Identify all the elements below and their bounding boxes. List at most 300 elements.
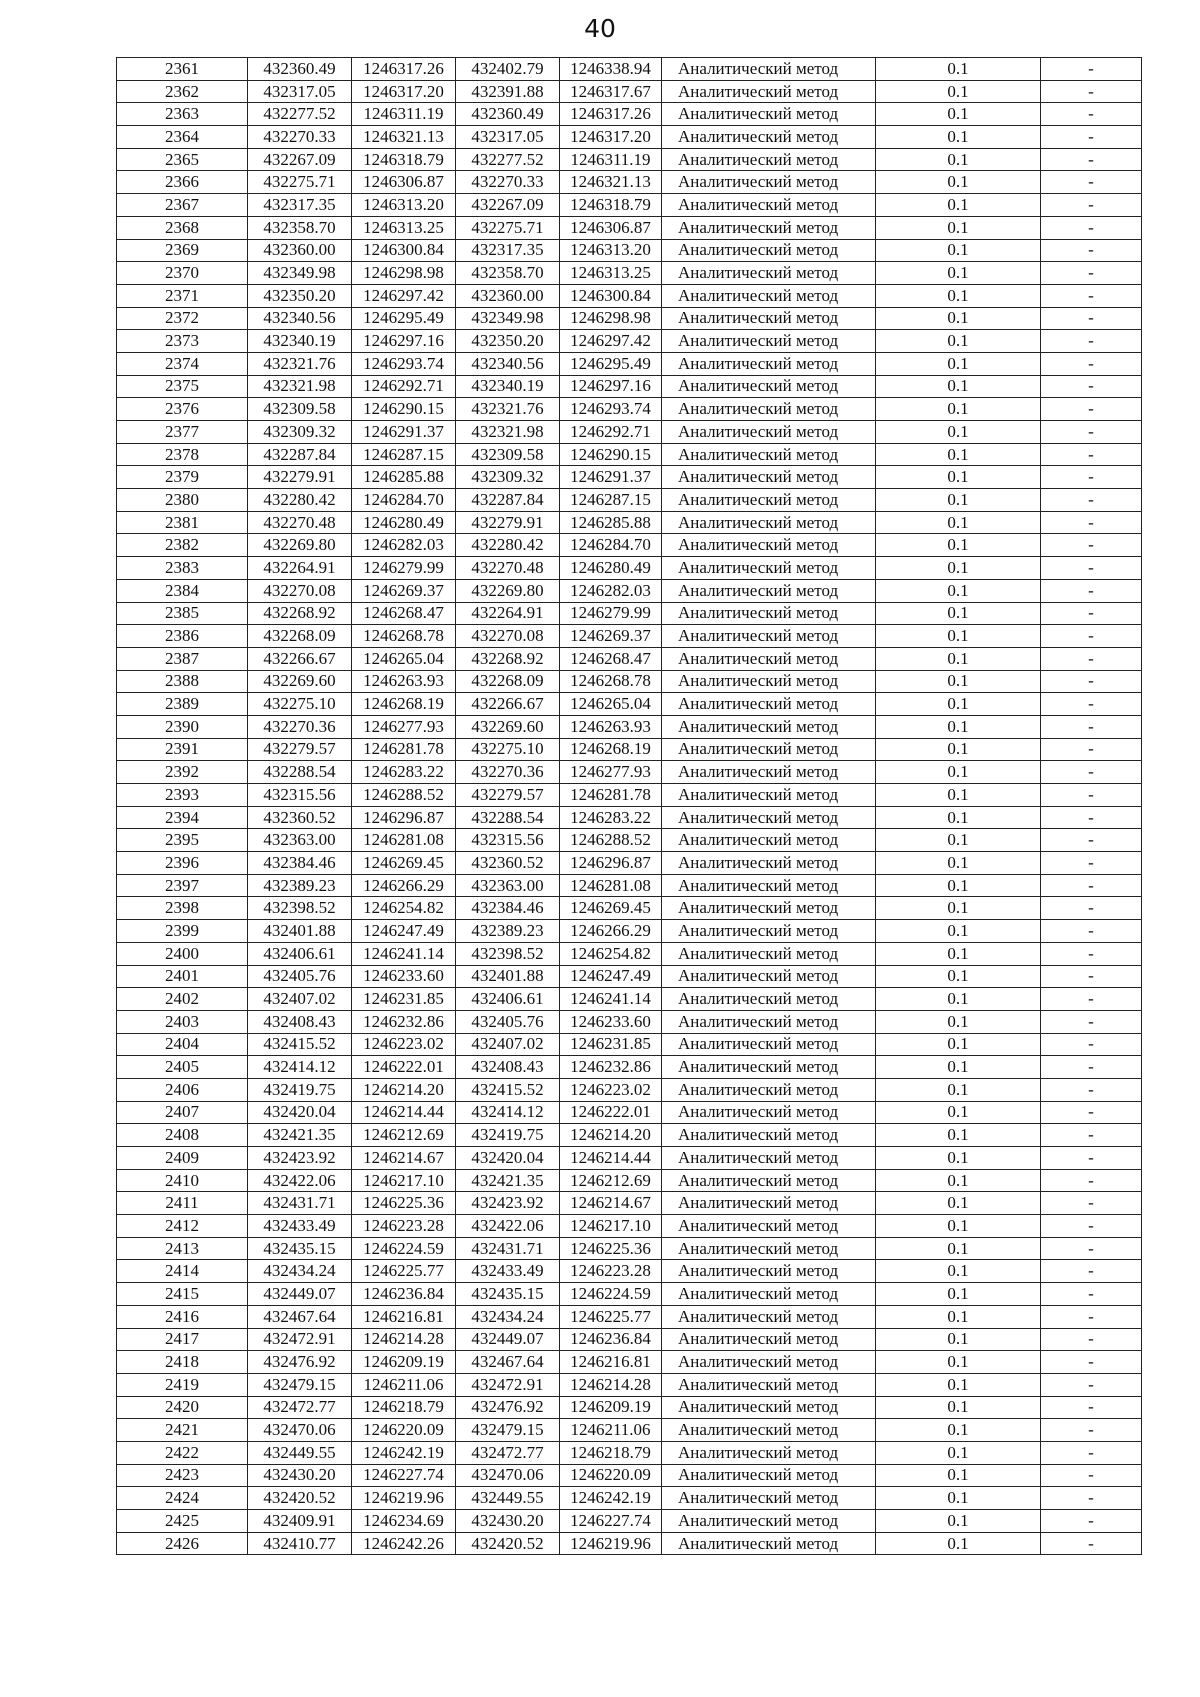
method-cell: Аналитический метод [662, 761, 876, 784]
table-row [117, 920, 1142, 943]
x-coordinate-cell: 432275.71 [248, 171, 352, 194]
x-coordinate-cell: 432472.91 [248, 1328, 352, 1351]
y-coordinate-cell: 1246236.84 [352, 1283, 456, 1306]
y-coordinate-cell: 1246298.98 [352, 262, 456, 285]
point-number-cell: 2394 [117, 806, 248, 829]
y-coordinate-cell: 1246268.19 [352, 693, 456, 716]
x-coordinate-cell: 432268.09 [248, 625, 352, 648]
x-coordinate-cell: 432431.71 [248, 1192, 352, 1215]
note-cell: - [1041, 1147, 1142, 1170]
prev-y-coordinate-cell: 1246214.28 [560, 1373, 662, 1396]
note-cell: - [1041, 829, 1142, 852]
x-coordinate-cell: 432279.57 [248, 738, 352, 761]
note-cell: - [1041, 1192, 1142, 1215]
table-row [117, 330, 1142, 353]
prev-y-coordinate-cell: 1246219.96 [560, 1532, 662, 1555]
method-cell: Аналитический метод [662, 1328, 876, 1351]
x-coordinate-cell: 432270.08 [248, 579, 352, 602]
y-coordinate-cell: 1246263.93 [352, 670, 456, 693]
prev-x-coordinate-cell: 432360.52 [456, 852, 560, 875]
y-coordinate-cell: 1246233.60 [352, 965, 456, 988]
x-coordinate-cell: 432358.70 [248, 216, 352, 239]
prev-y-coordinate-cell: 1246269.45 [560, 897, 662, 920]
point-number-cell: 2414 [117, 1260, 248, 1283]
table-row [117, 284, 1142, 307]
accuracy-cell: 0.1 [876, 216, 1041, 239]
note-cell: - [1041, 239, 1142, 262]
point-number-cell: 2368 [117, 216, 248, 239]
note-cell: - [1041, 1260, 1142, 1283]
y-coordinate-cell: 1246218.79 [352, 1396, 456, 1419]
method-cell: Аналитический метод [662, 738, 876, 761]
accuracy-cell: 0.1 [876, 670, 1041, 693]
prev-x-coordinate-cell: 432270.36 [456, 761, 560, 784]
y-coordinate-cell: 1246277.93 [352, 715, 456, 738]
method-cell: Аналитический метод [662, 1124, 876, 1147]
prev-y-coordinate-cell: 1246293.74 [560, 398, 662, 421]
point-number-cell: 2391 [117, 738, 248, 761]
table-row [117, 443, 1142, 466]
prev-x-coordinate-cell: 432317.35 [456, 239, 560, 262]
y-coordinate-cell: 1246231.85 [352, 988, 456, 1011]
point-number-cell: 2378 [117, 443, 248, 466]
y-coordinate-cell: 1246279.99 [352, 557, 456, 580]
x-coordinate-cell: 432408.43 [248, 1010, 352, 1033]
table-row [117, 1510, 1142, 1533]
point-number-cell: 2395 [117, 829, 248, 852]
prev-x-coordinate-cell: 432360.49 [456, 103, 560, 126]
point-number-cell: 2376 [117, 398, 248, 421]
table-row [117, 670, 1142, 693]
prev-y-coordinate-cell: 1246241.14 [560, 988, 662, 1011]
x-coordinate-cell: 432406.61 [248, 942, 352, 965]
x-coordinate-cell: 432409.91 [248, 1510, 352, 1533]
prev-x-coordinate-cell: 432401.88 [456, 965, 560, 988]
y-coordinate-cell: 1246283.22 [352, 761, 456, 784]
prev-y-coordinate-cell: 1246317.20 [560, 126, 662, 149]
prev-x-coordinate-cell: 432423.92 [456, 1192, 560, 1215]
y-coordinate-cell: 1246225.36 [352, 1192, 456, 1215]
prev-y-coordinate-cell: 1246268.19 [560, 738, 662, 761]
y-coordinate-cell: 1246317.20 [352, 80, 456, 103]
method-cell: Аналитический метод [662, 670, 876, 693]
prev-x-coordinate-cell: 432384.46 [456, 897, 560, 920]
point-number-cell: 2366 [117, 171, 248, 194]
prev-x-coordinate-cell: 432415.52 [456, 1078, 560, 1101]
accuracy-cell: 0.1 [876, 647, 1041, 670]
x-coordinate-cell: 432433.49 [248, 1215, 352, 1238]
table-row [117, 1373, 1142, 1396]
y-coordinate-cell: 1246318.79 [352, 148, 456, 171]
table-row [117, 1215, 1142, 1238]
prev-y-coordinate-cell: 1246211.06 [560, 1419, 662, 1442]
prev-y-coordinate-cell: 1246265.04 [560, 693, 662, 716]
y-coordinate-cell: 1246209.19 [352, 1351, 456, 1374]
table-row [117, 1124, 1142, 1147]
prev-x-coordinate-cell: 432268.92 [456, 647, 560, 670]
method-cell: Аналитический метод [662, 284, 876, 307]
note-cell: - [1041, 1351, 1142, 1374]
point-number-cell: 2377 [117, 421, 248, 444]
note-cell: - [1041, 557, 1142, 580]
prev-x-coordinate-cell: 432405.76 [456, 1010, 560, 1033]
prev-x-coordinate-cell: 432315.56 [456, 829, 560, 852]
point-number-cell: 2385 [117, 602, 248, 625]
method-cell: Аналитический метод [662, 80, 876, 103]
note-cell: - [1041, 1510, 1142, 1533]
x-coordinate-cell: 432410.77 [248, 1532, 352, 1555]
prev-x-coordinate-cell: 432408.43 [456, 1056, 560, 1079]
accuracy-cell: 0.1 [876, 352, 1041, 375]
table-row [117, 693, 1142, 716]
table-row [117, 126, 1142, 149]
prev-x-coordinate-cell: 432363.00 [456, 874, 560, 897]
note-cell: - [1041, 1328, 1142, 1351]
y-coordinate-cell: 1246242.26 [352, 1532, 456, 1555]
prev-y-coordinate-cell: 1246216.81 [560, 1351, 662, 1374]
y-coordinate-cell: 1246242.19 [352, 1441, 456, 1464]
note-cell: - [1041, 1124, 1142, 1147]
method-cell: Аналитический метод [662, 1305, 876, 1328]
table-row [117, 216, 1142, 239]
point-number-cell: 2421 [117, 1419, 248, 1442]
accuracy-cell: 0.1 [876, 1351, 1041, 1374]
prev-y-coordinate-cell: 1246225.36 [560, 1237, 662, 1260]
accuracy-cell: 0.1 [876, 421, 1041, 444]
x-coordinate-cell: 432434.24 [248, 1260, 352, 1283]
note-cell: - [1041, 988, 1142, 1011]
prev-y-coordinate-cell: 1246279.99 [560, 602, 662, 625]
accuracy-cell: 0.1 [876, 1532, 1041, 1555]
prev-y-coordinate-cell: 1246297.42 [560, 330, 662, 353]
method-cell: Аналитический метод [662, 216, 876, 239]
x-coordinate-cell: 432266.67 [248, 647, 352, 670]
y-coordinate-cell: 1246281.08 [352, 829, 456, 852]
x-coordinate-cell: 432317.05 [248, 80, 352, 103]
method-cell: Аналитический метод [662, 1010, 876, 1033]
note-cell: - [1041, 874, 1142, 897]
accuracy-cell: 0.1 [876, 171, 1041, 194]
prev-y-coordinate-cell: 1246281.08 [560, 874, 662, 897]
prev-y-coordinate-cell: 1246223.28 [560, 1260, 662, 1283]
method-cell: Аналитический метод [662, 103, 876, 126]
y-coordinate-cell: 1246247.49 [352, 920, 456, 943]
x-coordinate-cell: 432467.64 [248, 1305, 352, 1328]
prev-y-coordinate-cell: 1246306.87 [560, 216, 662, 239]
note-cell: - [1041, 942, 1142, 965]
note-cell: - [1041, 806, 1142, 829]
x-coordinate-cell: 432401.88 [248, 920, 352, 943]
prev-x-coordinate-cell: 432472.77 [456, 1441, 560, 1464]
table-row [117, 466, 1142, 489]
method-cell: Аналитический метод [662, 1033, 876, 1056]
prev-x-coordinate-cell: 432472.91 [456, 1373, 560, 1396]
note-cell: - [1041, 625, 1142, 648]
method-cell: Аналитический метод [662, 262, 876, 285]
method-cell: Аналитический метод [662, 988, 876, 1011]
table-row [117, 1078, 1142, 1101]
x-coordinate-cell: 432422.06 [248, 1169, 352, 1192]
point-number-cell: 2362 [117, 80, 248, 103]
note-cell: - [1041, 693, 1142, 716]
point-number-cell: 2363 [117, 103, 248, 126]
prev-y-coordinate-cell: 1246220.09 [560, 1464, 662, 1487]
table-row [117, 625, 1142, 648]
point-number-cell: 2389 [117, 693, 248, 716]
point-number-cell: 2390 [117, 715, 248, 738]
x-coordinate-cell: 432435.15 [248, 1237, 352, 1260]
note-cell: - [1041, 330, 1142, 353]
prev-y-coordinate-cell: 1246300.84 [560, 284, 662, 307]
method-cell: Аналитический метод [662, 1056, 876, 1079]
note-cell: - [1041, 1078, 1142, 1101]
y-coordinate-cell: 1246282.03 [352, 534, 456, 557]
table-row [117, 1532, 1142, 1555]
prev-x-coordinate-cell: 432350.20 [456, 330, 560, 353]
accuracy-cell: 0.1 [876, 920, 1041, 943]
accuracy-cell: 0.1 [876, 1169, 1041, 1192]
point-number-cell: 2409 [117, 1147, 248, 1170]
point-number-cell: 2416 [117, 1305, 248, 1328]
point-number-cell: 2413 [117, 1237, 248, 1260]
accuracy-cell: 0.1 [876, 988, 1041, 1011]
method-cell: Аналитический метод [662, 171, 876, 194]
note-cell: - [1041, 58, 1142, 81]
method-cell: Аналитический метод [662, 1419, 876, 1442]
note-cell: - [1041, 1237, 1142, 1260]
table-row [117, 647, 1142, 670]
accuracy-cell: 0.1 [876, 148, 1041, 171]
accuracy-cell: 0.1 [876, 330, 1041, 353]
method-cell: Аналитический метод [662, 784, 876, 807]
table-body [117, 58, 1142, 1555]
method-cell: Аналитический метод [662, 1169, 876, 1192]
x-coordinate-cell: 432264.91 [248, 557, 352, 580]
table-row [117, 852, 1142, 875]
accuracy-cell: 0.1 [876, 965, 1041, 988]
x-coordinate-cell: 432414.12 [248, 1056, 352, 1079]
prev-x-coordinate-cell: 432431.71 [456, 1237, 560, 1260]
x-coordinate-cell: 432405.76 [248, 965, 352, 988]
y-coordinate-cell: 1246291.37 [352, 421, 456, 444]
point-number-cell: 2425 [117, 1510, 248, 1533]
accuracy-cell: 0.1 [876, 1078, 1041, 1101]
prev-y-coordinate-cell: 1246295.49 [560, 352, 662, 375]
note-cell: - [1041, 262, 1142, 285]
prev-y-coordinate-cell: 1246231.85 [560, 1033, 662, 1056]
prev-x-coordinate-cell: 432419.75 [456, 1124, 560, 1147]
accuracy-cell: 0.1 [876, 1373, 1041, 1396]
x-coordinate-cell: 432270.33 [248, 126, 352, 149]
accuracy-cell: 0.1 [876, 1441, 1041, 1464]
y-coordinate-cell: 1246297.42 [352, 284, 456, 307]
accuracy-cell: 0.1 [876, 557, 1041, 580]
table-row [117, 1033, 1142, 1056]
accuracy-cell: 0.1 [876, 1056, 1041, 1079]
note-cell: - [1041, 579, 1142, 602]
y-coordinate-cell: 1246234.69 [352, 1510, 456, 1533]
x-coordinate-cell: 432309.32 [248, 421, 352, 444]
point-number-cell: 2373 [117, 330, 248, 353]
table-row [117, 1169, 1142, 1192]
y-coordinate-cell: 1246232.86 [352, 1010, 456, 1033]
x-coordinate-cell: 432287.84 [248, 443, 352, 466]
method-cell: Аналитический метод [662, 852, 876, 875]
table-row [117, 375, 1142, 398]
accuracy-cell: 0.1 [876, 126, 1041, 149]
note-cell: - [1041, 534, 1142, 557]
table-row [117, 534, 1142, 557]
y-coordinate-cell: 1246281.78 [352, 738, 456, 761]
x-coordinate-cell: 432449.07 [248, 1283, 352, 1306]
table-row [117, 1056, 1142, 1079]
prev-x-coordinate-cell: 432420.04 [456, 1147, 560, 1170]
method-cell: Аналитический метод [662, 1441, 876, 1464]
note-cell: - [1041, 1056, 1142, 1079]
table-row [117, 421, 1142, 444]
y-coordinate-cell: 1246269.37 [352, 579, 456, 602]
point-number-cell: 2405 [117, 1056, 248, 1079]
prev-y-coordinate-cell: 1246283.22 [560, 806, 662, 829]
prev-y-coordinate-cell: 1246281.78 [560, 784, 662, 807]
method-cell: Аналитический метод [662, 1464, 876, 1487]
method-cell: Аналитический метод [662, 942, 876, 965]
prev-x-coordinate-cell: 432430.20 [456, 1510, 560, 1533]
x-coordinate-cell: 432340.19 [248, 330, 352, 353]
prev-x-coordinate-cell: 432407.02 [456, 1033, 560, 1056]
accuracy-cell: 0.1 [876, 738, 1041, 761]
prev-y-coordinate-cell: 1246317.26 [560, 103, 662, 126]
note-cell: - [1041, 1215, 1142, 1238]
accuracy-cell: 0.1 [876, 375, 1041, 398]
point-number-cell: 2398 [117, 897, 248, 920]
table-row [117, 398, 1142, 421]
prev-x-coordinate-cell: 432267.09 [456, 194, 560, 217]
x-coordinate-cell: 432280.42 [248, 489, 352, 512]
point-number-cell: 2370 [117, 262, 248, 285]
accuracy-cell: 0.1 [876, 1192, 1041, 1215]
prev-x-coordinate-cell: 432449.55 [456, 1487, 560, 1510]
note-cell: - [1041, 602, 1142, 625]
accuracy-cell: 0.1 [876, 1464, 1041, 1487]
accuracy-cell: 0.1 [876, 239, 1041, 262]
point-number-cell: 2372 [117, 307, 248, 330]
table-row [117, 579, 1142, 602]
accuracy-cell: 0.1 [876, 897, 1041, 920]
y-coordinate-cell: 1246284.70 [352, 489, 456, 512]
accuracy-cell: 0.1 [876, 398, 1041, 421]
prev-y-coordinate-cell: 1246287.15 [560, 489, 662, 512]
prev-y-coordinate-cell: 1246217.10 [560, 1215, 662, 1238]
accuracy-cell: 0.1 [876, 284, 1041, 307]
method-cell: Аналитический метод [662, 1215, 876, 1238]
method-cell: Аналитический метод [662, 920, 876, 943]
note-cell: - [1041, 284, 1142, 307]
accuracy-cell: 0.1 [876, 715, 1041, 738]
method-cell: Аналитический метод [662, 1101, 876, 1124]
note-cell: - [1041, 1396, 1142, 1419]
prev-x-coordinate-cell: 432358.70 [456, 262, 560, 285]
prev-y-coordinate-cell: 1246214.44 [560, 1147, 662, 1170]
prev-y-coordinate-cell: 1246263.93 [560, 715, 662, 738]
accuracy-cell: 0.1 [876, 489, 1041, 512]
y-coordinate-cell: 1246214.67 [352, 1147, 456, 1170]
x-coordinate-cell: 432315.56 [248, 784, 352, 807]
point-number-cell: 2420 [117, 1396, 248, 1419]
point-number-cell: 2386 [117, 625, 248, 648]
prev-y-coordinate-cell: 1246290.15 [560, 443, 662, 466]
prev-x-coordinate-cell: 432268.09 [456, 670, 560, 693]
prev-x-coordinate-cell: 432270.33 [456, 171, 560, 194]
y-coordinate-cell: 1246223.28 [352, 1215, 456, 1238]
accuracy-cell: 0.1 [876, 874, 1041, 897]
accuracy-cell: 0.1 [876, 1487, 1041, 1510]
table-row [117, 874, 1142, 897]
table-row [117, 829, 1142, 852]
prev-y-coordinate-cell: 1246212.69 [560, 1169, 662, 1192]
y-coordinate-cell: 1246292.71 [352, 375, 456, 398]
prev-x-coordinate-cell: 432398.52 [456, 942, 560, 965]
note-cell: - [1041, 443, 1142, 466]
y-coordinate-cell: 1246296.87 [352, 806, 456, 829]
x-coordinate-cell: 432317.35 [248, 194, 352, 217]
table-row [117, 1441, 1142, 1464]
point-number-cell: 2407 [117, 1101, 248, 1124]
prev-y-coordinate-cell: 1246313.25 [560, 262, 662, 285]
table-row [117, 148, 1142, 171]
prev-y-coordinate-cell: 1246268.47 [560, 647, 662, 670]
prev-y-coordinate-cell: 1246311.19 [560, 148, 662, 171]
x-coordinate-cell: 432430.20 [248, 1464, 352, 1487]
y-coordinate-cell: 1246300.84 [352, 239, 456, 262]
note-cell: - [1041, 1101, 1142, 1124]
point-number-cell: 2383 [117, 557, 248, 580]
table-row [117, 738, 1142, 761]
method-cell: Аналитический метод [662, 602, 876, 625]
accuracy-cell: 0.1 [876, 852, 1041, 875]
accuracy-cell: 0.1 [876, 58, 1041, 81]
prev-y-coordinate-cell: 1246298.98 [560, 307, 662, 330]
prev-x-coordinate-cell: 432391.88 [456, 80, 560, 103]
point-number-cell: 2410 [117, 1169, 248, 1192]
table-row [117, 1487, 1142, 1510]
method-cell: Аналитический метод [662, 58, 876, 81]
x-coordinate-cell: 432360.52 [248, 806, 352, 829]
table-row [117, 262, 1142, 285]
x-coordinate-cell: 432421.35 [248, 1124, 352, 1147]
y-coordinate-cell: 1246306.87 [352, 171, 456, 194]
point-number-cell: 2400 [117, 942, 248, 965]
prev-x-coordinate-cell: 432279.91 [456, 511, 560, 534]
y-coordinate-cell: 1246214.28 [352, 1328, 456, 1351]
method-cell: Аналитический метод [662, 1532, 876, 1555]
prev-y-coordinate-cell: 1246242.19 [560, 1487, 662, 1510]
method-cell: Аналитический метод [662, 126, 876, 149]
prev-y-coordinate-cell: 1246288.52 [560, 829, 662, 852]
table-row [117, 58, 1142, 81]
x-coordinate-cell: 432472.77 [248, 1396, 352, 1419]
table-row [117, 1283, 1142, 1306]
method-cell: Аналитический метод [662, 1396, 876, 1419]
accuracy-cell: 0.1 [876, 1124, 1041, 1147]
y-coordinate-cell: 1246287.15 [352, 443, 456, 466]
x-coordinate-cell: 432389.23 [248, 874, 352, 897]
prev-x-coordinate-cell: 432317.05 [456, 126, 560, 149]
note-cell: - [1041, 852, 1142, 875]
prev-x-coordinate-cell: 432287.84 [456, 489, 560, 512]
point-number-cell: 2417 [117, 1328, 248, 1351]
point-number-cell: 2367 [117, 194, 248, 217]
